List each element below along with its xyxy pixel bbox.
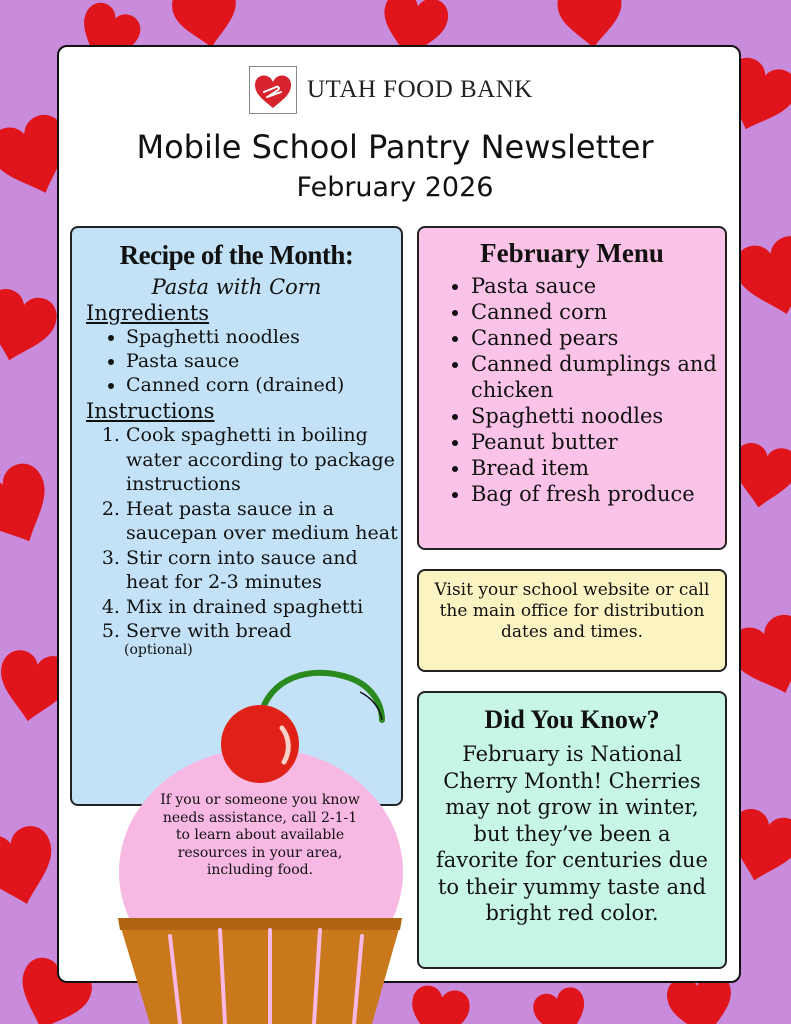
- instructions-heading: Instructions: [86, 399, 215, 423]
- list-item: • Canned dumplings and chicken: [471, 351, 725, 403]
- visit-box: [417, 569, 727, 672]
- list-item: • Canned corn: [471, 299, 725, 325]
- heart-hand-icon: [249, 66, 297, 114]
- list-item: • Pasta sauce: [126, 349, 401, 373]
- list-item: 1. Cook spaghetti in boiling water according to package instructions: [126, 423, 401, 497]
- visit-text: Visit your school website or call the main office for distribution dates and times.: [434, 580, 710, 642]
- list-item: 5. Serve with bread: [126, 619, 401, 644]
- page-title: Mobile School Pantry Newsletter: [136, 128, 654, 166]
- page-date: February 2026: [296, 172, 494, 203]
- menu-box: [417, 226, 727, 550]
- list-item: 2. Heat pasta sauce in a saucepan over medium heat: [126, 497, 401, 546]
- list-item: • Spaghetti noodles: [126, 325, 401, 349]
- menu-heading: February Menu: [480, 238, 664, 268]
- instructions-list: [72, 423, 401, 644]
- recipe-name: Pasta with Corn: [151, 275, 322, 299]
- recipe-heading: Recipe of the Month:: [119, 240, 354, 270]
- list-item: • Bread item: [471, 455, 725, 481]
- list-item: • Spaghetti noodles: [471, 403, 725, 429]
- list-item: • Peanut butter: [471, 429, 725, 455]
- menu-list: [419, 273, 725, 507]
- list-item: • Canned pears: [471, 325, 725, 351]
- ingredients-list: [72, 325, 401, 397]
- utah-food-bank-logo: [249, 64, 549, 116]
- list-item: • Canned corn (drained): [126, 373, 401, 397]
- list-item: 3. Stir corn into sauce and heat for 2-3 minutes: [126, 546, 401, 595]
- assistance-text: If you or someone you know needs assistance, call 2-1-1 to learn about available resources in your area, including food.: [160, 792, 360, 878]
- did-you-know-heading: Did You Know?: [484, 705, 660, 734]
- optional-note: (optional): [124, 641, 193, 658]
- did-you-know-text: February is National Cherry Month! Cherries may not grow in winter, but they’ve been a favorite for centuries due to their yummy taste and bright red color.: [436, 742, 708, 925]
- list-item: • Bag of fresh produce: [471, 481, 725, 507]
- list-item: • Pasta sauce: [471, 273, 725, 299]
- did-you-know-box: [417, 691, 727, 969]
- list-item: 4. Mix in drained spaghetti: [126, 595, 401, 620]
- org-name: UTAH FOOD BANK: [307, 76, 533, 103]
- ingredients-heading: Ingredients: [86, 301, 210, 325]
